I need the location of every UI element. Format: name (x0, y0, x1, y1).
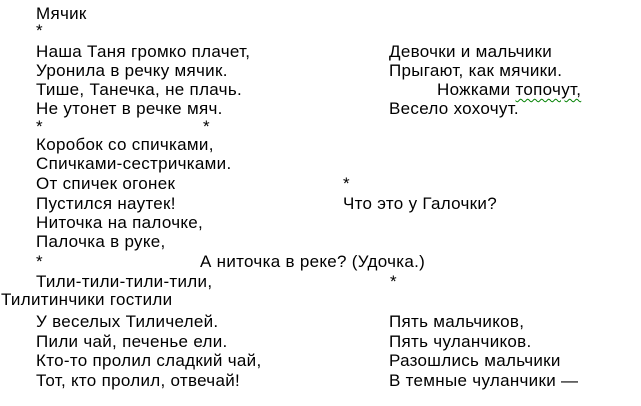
riddle-question: Что это у Галочки? (343, 194, 497, 213)
poem-line: Пять чуланчиков. (389, 332, 532, 351)
poem-line: Весело хохочут. (389, 99, 519, 118)
poem-line-text: Ножками (437, 80, 516, 99)
poem-line: Тили-тили-тили-тили, (36, 272, 213, 291)
separator-star: * (390, 272, 397, 291)
poem-line: Спичками-сестричками. (36, 154, 232, 173)
poem-title: Мячик (36, 4, 87, 23)
poem-line: Девочки и мальчики (389, 42, 553, 61)
separator-star: * (36, 117, 43, 136)
poem-line: Уронила в речку мячик. (36, 61, 228, 80)
separator-star: * (343, 174, 350, 193)
poem-line: У веселых Тиличелей. (36, 312, 219, 331)
separator-star: * (36, 252, 43, 271)
separator-star: * (203, 117, 210, 136)
poem-line: Тот, кто пролил, отвечай! (36, 371, 241, 390)
poem-line: Коробок со спичками, (36, 135, 214, 154)
riddle-answer: А ниточка в реке? (Удочка.) (200, 252, 426, 271)
poem-line: Прыгают, как мячики. (389, 61, 563, 80)
grammar-flagged-word: топочут, (515, 80, 582, 99)
poem-line: Не утонет в речке мяч. (36, 99, 223, 118)
poem-line (437, 80, 581, 99)
poem-line: Тише, Танечка, не плачь. (36, 80, 243, 99)
poem-line: Кто-то пролил сладкий чай, (36, 351, 262, 370)
poem-line: Пустился наутек! (36, 194, 176, 213)
poem-line: Наша Таня громко плачет, (36, 42, 251, 61)
poem-line: Тилитинчики гостили (1, 290, 173, 309)
separator-star: * (36, 21, 43, 40)
poem-line: Пять мальчиков, (389, 312, 525, 331)
poem-line: От спичек огонек (36, 174, 176, 193)
poem-line: В темные чуланчики — (389, 371, 579, 390)
poem-line: Палочка в руке, (36, 232, 166, 251)
poem-line: Пили чай, печенье ели. (36, 332, 228, 351)
poem-line: Ниточка на палочке, (36, 213, 204, 232)
poem-line: Разошлись мальчики (389, 351, 561, 370)
